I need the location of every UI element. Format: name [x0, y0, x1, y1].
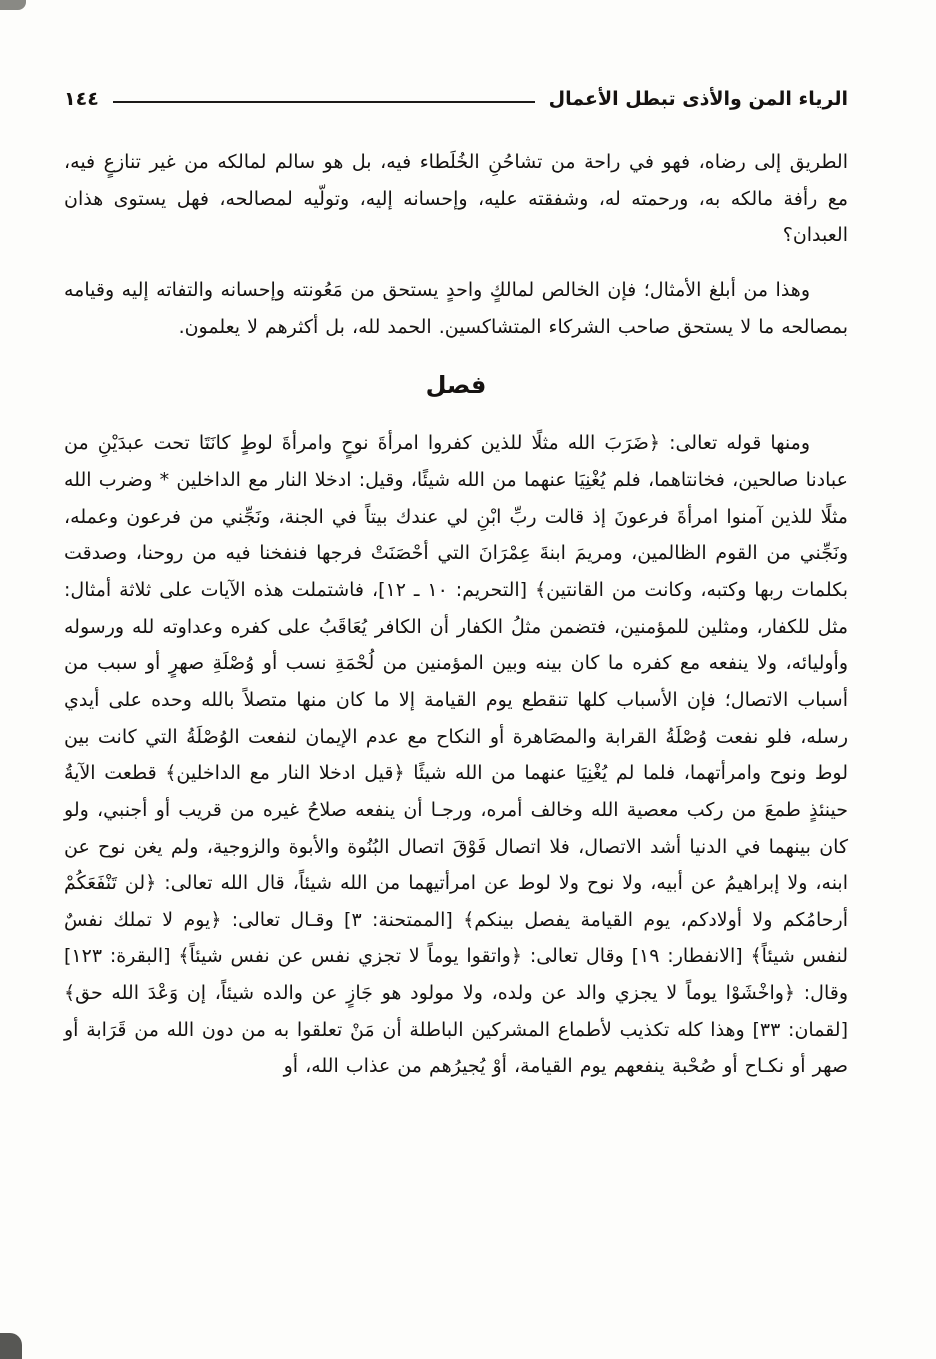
paragraph: الطريق إلى رضاه، فهو في راحة من تشاحُنِ الخُلَطاء فيه، بل هو سالم لمالكه من غير تنازعٍ فيه، مع رأفة مالكه به، ورحمته له، وشفقته عليه، وإحسانه إليه، وتولّيه لمصالحه، فهل يستوى هذان العبدان؟ [64, 151, 848, 247]
chapter-title: الرياء المن والأذى تبطل الأعمال [548, 88, 848, 110]
section-heading-fasl: فصل [425, 371, 487, 400]
running-header [64, 88, 848, 110]
header-rule [113, 101, 535, 103]
paragraph: وهذا من أبلغ الأمثال؛ فإن الخالص لمالكٍ واحدٍ يستحق من مَعُونته وإحسانه والتفاته إليه وقيامه بمصالحه ما لا يستحق صاحب الشركاء المتشاكسين. الحمد لله، بل أكثرهم لا يعلمون. [64, 278, 848, 338]
page-number: ١٤٤ [64, 88, 99, 110]
scan-artifact-top [0, 0, 26, 10]
scan-artifact-bottom [0, 1333, 22, 1359]
paragraph: ومنها قوله تعالى: ﴿ضَرَبَ الله مثلًا للذين كفروا امرأةَ نوحٍ وامرأةَ لوطٍ كانَتَا تحت عبدَيْنِ من عبادنا صالحين، فخانتاهما، فلم يُغْنِيَا عنهما من الله شيئًا، وقيل: ادخلا النار مع الداخلين * وضرب الله مثلًا للذين آمنوا امرأةَ فرعونَ إذ قالت ربِّ ابْنِ لي عندك بيتاً في الجنة، ونَجِّني من فرعون وعمله، ونَجِّني من القوم الظالمين، ومريمَ ابنةَ عِمْرَانَ التي أحْصَنَتْ فرجها فنفخنا فيه من روحنا، وصدقت بكلمات ربها وكتبه، وكانت من القانتين﴾ [التحريم: ١٠ ـ ١٢]، فاشتملت هذه الآيات على ثلاثة أمثال: مثل للكفار، ومثلين للمؤمنين، فتضمن مثلُ الكفار أن الكافر يُعَاقَبُ على كفره وعداوته لله ورسوله وأوليائه، ولا ينفعه مع كفره ما كان بينه وبين المؤمنين من لُحْمَةِ نسب أو وُصْلَةِ صهرٍ أو سبب من أسباب الاتصال؛ فإن الأسباب كلها تنقطع يوم القيامة إلا ما كان منها متصلاً بالله وحده على أيدي رسله، فلو نفعت وُصْلَةُ القرابة والمصَاهرة أو النكاح مع عدم الإيمان لنفعت الوُصْلَةُ التي كانت بين لوط ونوح وامرأتهما، فلما لم يُغْنِيَا عنهما من الله شيئًا ﴿قيل ادخلا النار مع الداخلين﴾ قطعت الآيةُ حينئذٍ طمعَ من ركب معصية الله وخالف أمره، ورجـا أن ينفعه صلاحُ غيره من قريب أو أجنبي، ولو كان بينهما في الدنيا أشد الاتصال، فلا اتصال فَوْقَ اتصال البُنُوة والأبوة والزوجية، ولم يغن نوح عن ابنه، ولا إبراهيمُ عن أبيه، ولا نوح ولا لوط عن امرأتيهما من الله شيئاً، قال الله تعالى: ﴿لن تَنْفَعَكُمْ أرحامُكم ولا أولادكم، يوم القيامة يفصل بينكم﴾ [الممتحنة: ٣] وقـال تعالى: ﴿يوم لا تملك نفسٌ لنفس شيئاً﴾ [الانفطار: ١٩] وقال تعالى: ﴿واتقوا يوماً لا تجزي نفس عن نفس شيئاً﴾ [البقرة: ١٢٣] وقال: ﴿واخْشَوْا يوماً لا يجزي والد عن ولده، ولا مولود هو جَازٍ عن والده شيئاً، إن وَعْدَ الله حق﴾ [لقمان: ٣٣] وهذا كله تكذيب لأطماع المشركين الباطلة أن مَنْ تعلقوا به من دون الله من قَرَابة أو صهر أو نكـاح أو صُحْبة ينفعهم يوم القيامة، أوْ يُجيرُهم من عذاب الله، أو [64, 432, 849, 1078]
page-body [64, 144, 848, 1085]
